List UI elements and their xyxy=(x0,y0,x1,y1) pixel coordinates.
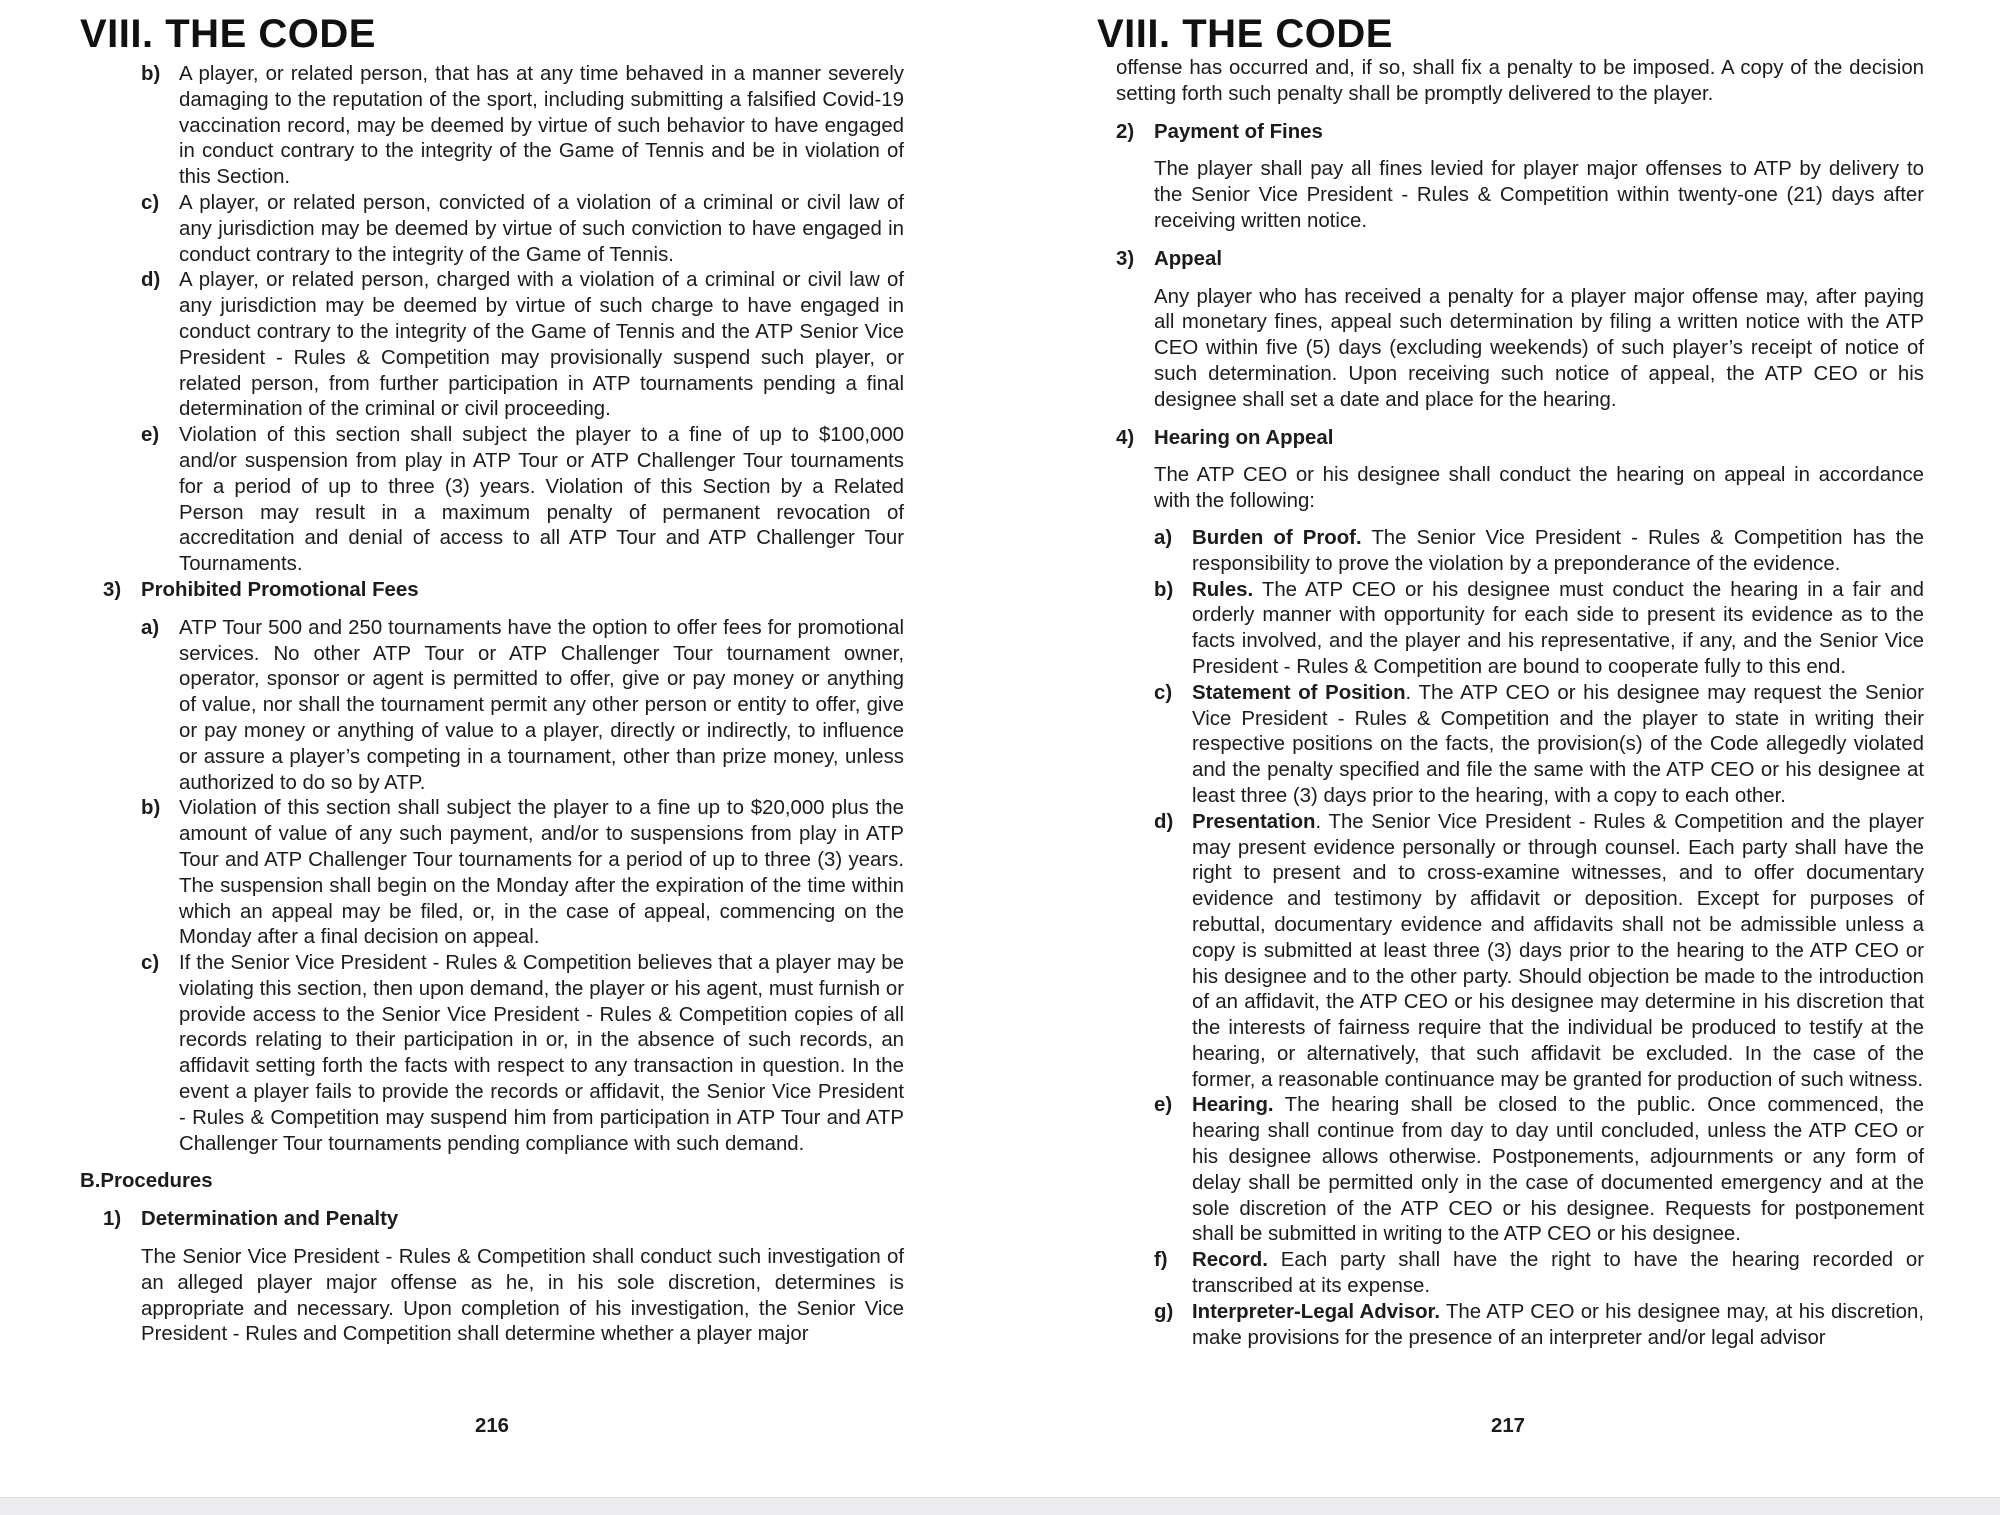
list-item xyxy=(1154,578,1924,681)
list-item xyxy=(141,268,904,423)
paragraph: The Senior Vice President - Rules & Competition shall conduct such investigation of an alleged player major offense as he, in his sole discretion, determines is appropriate and necessary. Upon completion of his investigation, the Senior Vice President - Rules and Competition shall determine whether a player major xyxy=(141,1246,904,1346)
list-term: Interpreter-Legal Advisor. xyxy=(1192,1300,1441,1323)
list-text: Violation of this section shall subject the player to a fine of up to $100,000 and/or suspension from play in ATP Tour or ATP Challenger Tour tournaments for a period of up to three (3) years. Violation of this Section by a Related Person may result in a maximum penalty of permanent revocation of accreditation and denial of access to all ATP Tour and ATP Challenger Tour Tournaments. xyxy=(179,424,904,576)
list-text: The Senior Vice President - Rules & Competition has the responsibility to prove the violation by a preponderance of the evidence. xyxy=(1192,526,1924,575)
paragraph: Any player who has received a penalty for a player major offense may, after paying all monetary fines, appeal such determination by filing a written notice with the ATP CEO within five (5) days (excluding weekends) of such player’s receipt of notice of such determination. Upon receiving such notice of appeal, the ATP CEO or his designee shall set a date and place for the hearing. xyxy=(1154,285,1924,411)
list-term: Rules. xyxy=(1192,578,1254,601)
page-number: 217 xyxy=(1491,1415,1526,1437)
list-marker: e) xyxy=(141,424,160,447)
list-text: The hearing shall be closed to the public. Once commenced, the hearing shall continue from day to day until concluded, unless the ATP CEO or his designee allows otherwise. Postponements, adjournments or any form of delay shall be permitted only in the case of documented emergency and at the sole discretion of the ATP CEO or his designee. Requests for postponement shall be submitted in writing to the ATP CEO or his designee. xyxy=(1192,1094,1924,1246)
paragraph: The ATP CEO or his designee shall conduct the hearing on appeal in accordance with the following: xyxy=(1154,464,1924,513)
list-text: ATP Tour 500 and 250 tournaments have the option to offer fees for promotional services. No other ATP Tour or ATP Challenger Tour tournament owner, operator, sponsor or agent is permitted to offer, give or pay money or anything of value, nor shall the tournament permit any other person or entity to offer, give or pay money or anything of value to a player, directly or indirectly, to influence or assure a player’s competing in a tournament, other than prize money, unless authorized to do so by ATP. xyxy=(179,616,904,794)
list-item xyxy=(141,616,904,797)
section-marker: 3) xyxy=(1116,247,1135,270)
section-title: Determination and Penalty xyxy=(141,1208,399,1231)
page-number: 216 xyxy=(475,1415,510,1437)
list-item xyxy=(1154,681,1924,810)
list-marker: b) xyxy=(141,63,161,85)
list-marker: b) xyxy=(141,797,161,820)
list-term: Record. xyxy=(1192,1249,1268,1272)
section-heading xyxy=(103,578,904,604)
page-header: VIII. THE CODE xyxy=(1097,12,1393,56)
list-marker: c) xyxy=(141,191,160,214)
list-text: . The Senior Vice President - Rules & Competition and the player may present evidence personally or through counsel. Each party shall have the right to present and to cross-examine witnesses, and to offer documentary evidence and testimony by affidavit or deposition. Except for purposes of rebuttal, documentary evidence and affidavits shall not be admissible unless a copy is submitted at least three (3) days prior to the hearing to the ATP CEO or his designee and to the other party. Should objection be made to the introduction of an affidavit, the ATP CEO or his designee may determine in his discretion that the interests of fairness require that the individual be produced to testify at the hearing, or alternatively, that such affidavit be excluded. In the case of the former, a reasonable continuance may be granted for production of such witness. xyxy=(1192,810,1924,1091)
list-item xyxy=(1154,810,1924,1094)
section-marker: 1) xyxy=(103,1208,122,1231)
list-item xyxy=(1154,1093,1924,1248)
list-marker: a) xyxy=(1154,526,1173,549)
section-marker: 3) xyxy=(103,578,122,601)
paragraph: The player shall pay all fines levied for player major offenses to ATP by delivery to the Senior Vice President - Rules & Competition within twenty-one (21) days after receiving written notice. xyxy=(1154,158,1924,232)
list-marker: b) xyxy=(1154,578,1174,601)
left-column xyxy=(80,62,904,1348)
list-marker: g) xyxy=(1154,1300,1174,1323)
section-title: Procedures xyxy=(100,1170,213,1193)
section-heading xyxy=(103,1207,904,1233)
list-text: A player, or related person, convicted of a violation of a criminal or civil law of any jurisdiction may be deemed by virtue of such conviction to have engaged in conduct contrary to the integrity of the Game of Tennis. xyxy=(179,191,904,266)
section-heading xyxy=(1116,120,1924,146)
right-page xyxy=(1000,0,2000,1515)
section-heading xyxy=(1116,426,1924,452)
list-item xyxy=(1154,1300,1924,1352)
list-marker: a) xyxy=(141,616,160,639)
list-marker: c) xyxy=(1154,681,1173,704)
section-title: Payment of Fines xyxy=(1154,120,1323,143)
list-item xyxy=(141,951,904,1157)
list-text: Violation of this section shall subject the player to a fine up to $20,000 plus the amount of value of any such payment, and/or to suspensions from play in ATP Tour and ATP Challenger Tour tournaments for a period of up to three (3) years. The suspension shall begin on the Monday after the expiration of the time within which an appeal may be filed, or, in the case of appeal, commencing on the Monday after a final decision on appeal. xyxy=(179,797,904,949)
section-title: Appeal xyxy=(1154,247,1222,270)
list-marker: e) xyxy=(1154,1094,1173,1117)
viewer-bottom-bar xyxy=(0,1497,2000,1515)
section-title: Prohibited Promotional Fees xyxy=(141,578,419,601)
list-term: Statement of Position xyxy=(1192,681,1406,704)
list-item xyxy=(141,191,904,268)
list-text: Each party shall have the right to have the hearing recorded or transcribed at its expense. xyxy=(1192,1249,1924,1298)
paragraph: offense has occurred and, if so, shall fix a penalty to be imposed. A copy of the decision setting forth such penalty shall be promptly delivered to the player. xyxy=(1116,57,1924,105)
list-term: Presentation xyxy=(1192,810,1316,833)
list-marker: d) xyxy=(141,269,161,292)
list-marker: f) xyxy=(1154,1249,1168,1272)
list-item xyxy=(141,423,904,578)
list-item xyxy=(141,796,904,951)
list-item xyxy=(1154,1248,1924,1300)
list-text: A player, or related person, that has at any time behaved in a manner severely damaging to the reputation of the sport, including submitting a falsified Covid-19 vaccination record, may be deemed by virtue of such behavior to have engaged in conduct contrary to the integrity of the Game of Tennis and be in violation of this Section. xyxy=(179,63,904,189)
list-text: . The ATP CEO or his designee may request the Senior Vice President - Rules & Competition and the player to state in writing their respective positions on the facts, the provision(s) of the Code allegedly violated and the penalty specified and file the same with the ATP CEO or his designee at least three (3) days prior to the hearing, with a copy to each other. xyxy=(1192,681,1925,807)
section-title: Hearing on Appeal xyxy=(1154,426,1334,449)
section-marker: B. xyxy=(80,1170,101,1193)
list-marker: c) xyxy=(141,952,160,975)
section-heading xyxy=(1116,247,1924,273)
list-item xyxy=(1154,526,1924,578)
right-column xyxy=(1116,56,1924,1351)
section-marker: 2) xyxy=(1116,120,1135,143)
list-term: Burden of Proof. xyxy=(1192,526,1362,549)
list-item xyxy=(141,62,904,191)
list-text: If the Senior Vice President - Rules & Competition believes that a player may be violating this section, then upon demand, the player or his agent, must furnish or provide access to the Senior Vice President - Rules & Competition copies of all records relating to their participation in or, in the absence of such records, an affidavit setting forth the facts with respect to any transaction in question. In the event a player fails to provide the records or affidavit, the Senior Vice President - Rules & Competition may suspend him from participation in ATP Tour and ATP Challenger Tour tournaments pending compliance with such demand. xyxy=(179,952,904,1155)
list-text: The ATP CEO or his designee may, at his discretion, make provisions for the presence of an interpreter and/or legal advisor xyxy=(1192,1300,1924,1349)
page-header: VIII. THE CODE xyxy=(80,12,376,56)
list-text: A player, or related person, charged with a violation of a criminal or civil law of any jurisdiction may be deemed by virtue of such charge to have engaged in conduct contrary to the integrity of the Game of Tennis and the ATP Senior Vice President - Rules & Competition may provisionally suspend such player, or related person, from further participation in ATP tournaments pending a final determination of the criminal or civil proceeding. xyxy=(179,269,904,421)
section-marker: 4) xyxy=(1116,426,1135,449)
list-text: The ATP CEO or his designee must conduct the hearing in a fair and orderly manner with opportunity for each side to present its evidence as to the facts involved, and the player and his representative, if any, and the Senior Vice President - Rules & Competition are bound to cooperate fully to this end. xyxy=(1192,578,1924,678)
section-heading xyxy=(80,1169,904,1195)
list-term: Hearing. xyxy=(1192,1094,1274,1117)
list-marker: d) xyxy=(1154,810,1174,833)
